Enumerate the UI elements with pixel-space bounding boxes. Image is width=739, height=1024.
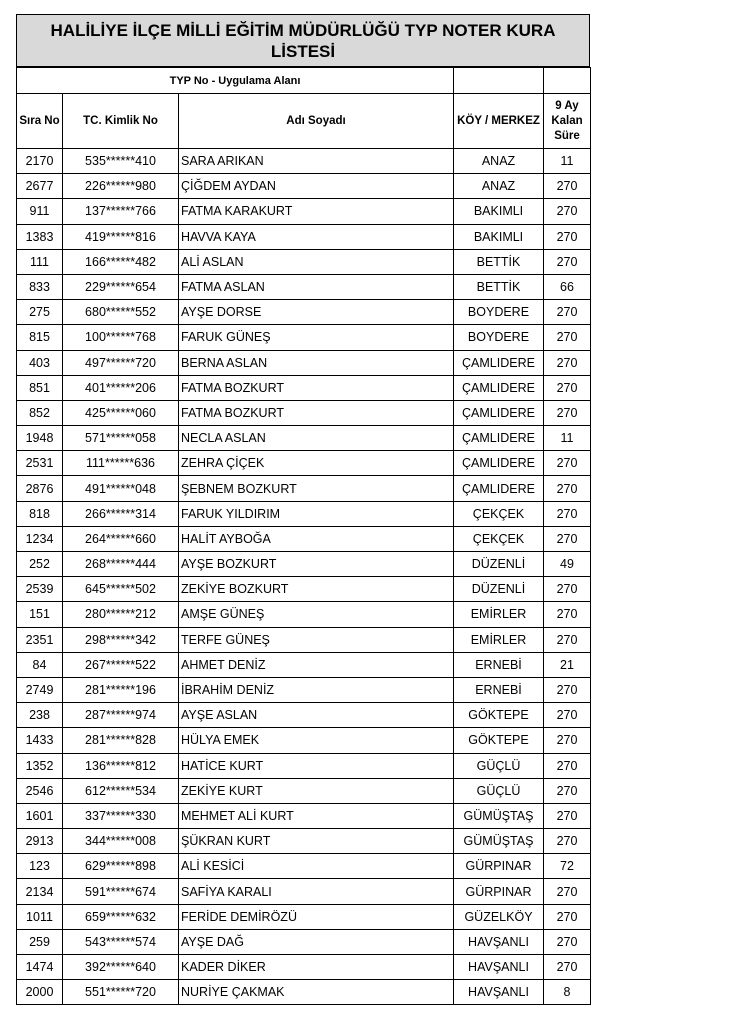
cell-sira: 252 [17, 552, 63, 577]
table-row [17, 627, 591, 652]
table-row [17, 778, 591, 803]
cell-name: ŞEBNEM BOZKURT [179, 476, 454, 501]
cell-kalan-sure: 270 [544, 577, 591, 602]
cell-name: NURİYE ÇAKMAK [179, 980, 454, 1005]
cell-koy: ÇEKÇEK [454, 526, 544, 551]
cell-name: ÇİĞDEM AYDAN [179, 174, 454, 199]
cell-sira: 2546 [17, 778, 63, 803]
cell-kalan-sure: 270 [544, 904, 591, 929]
list-sheet [16, 14, 590, 1005]
table-row [17, 803, 591, 828]
cell-koy: ÇAMLIDERE [454, 426, 544, 451]
cell-sira: 851 [17, 375, 63, 400]
cell-kalan-sure: 66 [544, 274, 591, 299]
table-row [17, 552, 591, 577]
cell-sira: 1601 [17, 803, 63, 828]
cell-name: KADER DİKER [179, 955, 454, 980]
cell-koy: BETTİK [454, 274, 544, 299]
table-row [17, 149, 591, 174]
cell-sira: 852 [17, 400, 63, 425]
cell-sira: 2134 [17, 879, 63, 904]
column-header-name: Adı Soyadı [179, 94, 454, 149]
cell-name: HÜLYA EMEK [179, 728, 454, 753]
cell-sira: 84 [17, 652, 63, 677]
cell-name: FATMA BOZKURT [179, 375, 454, 400]
cell-sira: 2539 [17, 577, 63, 602]
cell-kalan-sure: 270 [544, 325, 591, 350]
cell-koy: ERNEBİ [454, 677, 544, 702]
cell-name: HAVVA KAYA [179, 224, 454, 249]
cell-sira: 2351 [17, 627, 63, 652]
cell-kalan-sure: 72 [544, 854, 591, 879]
cell-name: SARA ARIKAN [179, 149, 454, 174]
cell-kalan-sure: 270 [544, 451, 591, 476]
cell-kalan-sure: 270 [544, 879, 591, 904]
cell-name: HALİT AYBOĞA [179, 526, 454, 551]
cell-tc-kimlik: 680******552 [63, 300, 179, 325]
cell-sira: 1433 [17, 728, 63, 753]
cell-koy: BAKIMLI [454, 199, 544, 224]
cell-tc-kimlik: 267******522 [63, 652, 179, 677]
kura-table [16, 67, 591, 1005]
subheader-empty-cell [544, 68, 591, 94]
cell-name: TERFE GÜNEŞ [179, 627, 454, 652]
cell-tc-kimlik: 281******196 [63, 677, 179, 702]
cell-koy: ÇAMLIDERE [454, 451, 544, 476]
cell-kalan-sure: 270 [544, 778, 591, 803]
cell-koy: DÜZENLİ [454, 552, 544, 577]
table-row [17, 325, 591, 350]
table-row [17, 249, 591, 274]
cell-tc-kimlik: 645******502 [63, 577, 179, 602]
cell-name: FERİDE DEMİRÖZÜ [179, 904, 454, 929]
cell-sira: 1383 [17, 224, 63, 249]
cell-name: İBRAHİM DENİZ [179, 677, 454, 702]
cell-tc-kimlik: 629******898 [63, 854, 179, 879]
cell-sira: 1011 [17, 904, 63, 929]
table-row [17, 300, 591, 325]
table-row [17, 753, 591, 778]
cell-kalan-sure: 49 [544, 552, 591, 577]
table-row [17, 350, 591, 375]
cell-kalan-sure: 270 [544, 199, 591, 224]
cell-sira: 111 [17, 249, 63, 274]
cell-tc-kimlik: 100******768 [63, 325, 179, 350]
cell-sira: 2749 [17, 677, 63, 702]
table-row [17, 829, 591, 854]
cell-tc-kimlik: 264******660 [63, 526, 179, 551]
cell-name: SAFİYA KARALI [179, 879, 454, 904]
cell-tc-kimlik: 281******828 [63, 728, 179, 753]
cell-tc-kimlik: 229******654 [63, 274, 179, 299]
cell-sira: 1948 [17, 426, 63, 451]
subheader-label: TYP No - Uygulama Alanı [17, 68, 454, 94]
cell-name: FARUK GÜNEŞ [179, 325, 454, 350]
cell-name: FATMA ASLAN [179, 274, 454, 299]
cell-tc-kimlik: 612******534 [63, 778, 179, 803]
table-row [17, 602, 591, 627]
cell-koy: GÜRPINAR [454, 879, 544, 904]
cell-tc-kimlik: 298******342 [63, 627, 179, 652]
table-row [17, 854, 591, 879]
table-row [17, 426, 591, 451]
cell-tc-kimlik: 425******060 [63, 400, 179, 425]
cell-koy: ERNEBİ [454, 652, 544, 677]
cell-sira: 2531 [17, 451, 63, 476]
cell-tc-kimlik: 535******410 [63, 149, 179, 174]
cell-sira: 911 [17, 199, 63, 224]
cell-tc-kimlik: 497******720 [63, 350, 179, 375]
cell-koy: GÜZELKÖY [454, 904, 544, 929]
cell-name: AYŞE DAĞ [179, 929, 454, 954]
cell-koy: GÜÇLÜ [454, 753, 544, 778]
cell-koy: DÜZENLİ [454, 577, 544, 602]
cell-sira: 833 [17, 274, 63, 299]
cell-kalan-sure: 270 [544, 955, 591, 980]
cell-sira: 815 [17, 325, 63, 350]
cell-koy: HAVŞANLI [454, 955, 544, 980]
cell-koy: GÜRPINAR [454, 854, 544, 879]
cell-kalan-sure: 270 [544, 476, 591, 501]
cell-koy: ÇEKÇEK [454, 501, 544, 526]
cell-name: BERNA ASLAN [179, 350, 454, 375]
cell-name: AYŞE DORSE [179, 300, 454, 325]
table-row [17, 451, 591, 476]
cell-tc-kimlik: 491******048 [63, 476, 179, 501]
table-row [17, 400, 591, 425]
cell-kalan-sure: 270 [544, 249, 591, 274]
cell-kalan-sure: 270 [544, 501, 591, 526]
cell-tc-kimlik: 266******314 [63, 501, 179, 526]
table-row [17, 955, 591, 980]
cell-koy: ÇAMLIDERE [454, 375, 544, 400]
cell-sira: 1352 [17, 753, 63, 778]
table-row [17, 728, 591, 753]
cell-sira: 2913 [17, 829, 63, 854]
table-row [17, 375, 591, 400]
cell-name: ALİ KESİCİ [179, 854, 454, 879]
cell-tc-kimlik: 392******640 [63, 955, 179, 980]
cell-kalan-sure: 270 [544, 300, 591, 325]
cell-name: FATMA KARAKURT [179, 199, 454, 224]
cell-kalan-sure: 270 [544, 677, 591, 702]
table-row [17, 703, 591, 728]
cell-name: ZEKİYE BOZKURT [179, 577, 454, 602]
cell-tc-kimlik: 280******212 [63, 602, 179, 627]
cell-sira: 2876 [17, 476, 63, 501]
cell-name: HATİCE KURT [179, 753, 454, 778]
cell-kalan-sure: 270 [544, 929, 591, 954]
cell-name: ŞÜKRAN KURT [179, 829, 454, 854]
cell-kalan-sure: 270 [544, 703, 591, 728]
cell-koy: BOYDERE [454, 300, 544, 325]
cell-name: AYŞE BOZKURT [179, 552, 454, 577]
cell-tc-kimlik: 659******632 [63, 904, 179, 929]
cell-name: AHMET DENİZ [179, 652, 454, 677]
header-row [17, 94, 591, 149]
cell-name: ZEKİYE KURT [179, 778, 454, 803]
cell-tc-kimlik: 344******008 [63, 829, 179, 854]
cell-sira: 1474 [17, 955, 63, 980]
table-row [17, 526, 591, 551]
cell-koy: EMİRLER [454, 627, 544, 652]
table-row [17, 274, 591, 299]
column-header-sira: Sıra No [17, 94, 63, 149]
cell-name: AMŞE GÜNEŞ [179, 602, 454, 627]
subheader-row [17, 68, 591, 94]
document-title: HALİLİYE İLÇE MİLLİ EĞİTİM MÜDÜRLÜĞÜ TYP NOTER KURA LİSTESİ [16, 14, 590, 67]
cell-koy: GÜÇLÜ [454, 778, 544, 803]
table-row [17, 929, 591, 954]
cell-koy: GÖKTEPE [454, 728, 544, 753]
cell-koy: ÇAMLIDERE [454, 350, 544, 375]
cell-kalan-sure: 270 [544, 803, 591, 828]
cell-koy: EMİRLER [454, 602, 544, 627]
table-row [17, 501, 591, 526]
table-row [17, 652, 591, 677]
table-row [17, 224, 591, 249]
table-row [17, 199, 591, 224]
cell-kalan-sure: 11 [544, 149, 591, 174]
table-row [17, 980, 591, 1005]
cell-sira: 238 [17, 703, 63, 728]
cell-kalan-sure: 270 [544, 350, 591, 375]
cell-tc-kimlik: 226******980 [63, 174, 179, 199]
cell-tc-kimlik: 137******766 [63, 199, 179, 224]
cell-sira: 2677 [17, 174, 63, 199]
cell-koy: ANAZ [454, 149, 544, 174]
cell-koy: BETTİK [454, 249, 544, 274]
cell-kalan-sure: 270 [544, 174, 591, 199]
cell-sira: 123 [17, 854, 63, 879]
cell-tc-kimlik: 551******720 [63, 980, 179, 1005]
cell-kalan-sure: 8 [544, 980, 591, 1005]
cell-name: ZEHRA ÇİÇEK [179, 451, 454, 476]
cell-tc-kimlik: 166******482 [63, 249, 179, 274]
cell-kalan-sure: 270 [544, 602, 591, 627]
cell-kalan-sure: 11 [544, 426, 591, 451]
cell-koy: ANAZ [454, 174, 544, 199]
cell-tc-kimlik: 111******636 [63, 451, 179, 476]
cell-koy: HAVŞANLI [454, 929, 544, 954]
cell-sira: 2170 [17, 149, 63, 174]
cell-tc-kimlik: 268******444 [63, 552, 179, 577]
cell-sira: 275 [17, 300, 63, 325]
cell-tc-kimlik: 337******330 [63, 803, 179, 828]
cell-kalan-sure: 270 [544, 627, 591, 652]
column-header-koy: KÖY / MERKEZ [454, 94, 544, 149]
table-row [17, 577, 591, 602]
cell-kalan-sure: 270 [544, 753, 591, 778]
column-header-sure: 9 Ay Kalan Süre [544, 94, 591, 149]
cell-tc-kimlik: 543******574 [63, 929, 179, 954]
cell-koy: ÇAMLIDERE [454, 400, 544, 425]
cell-koy: BAKIMLI [454, 224, 544, 249]
cell-name: MEHMET ALİ KURT [179, 803, 454, 828]
cell-koy: GÜMÜŞTAŞ [454, 829, 544, 854]
cell-kalan-sure: 270 [544, 224, 591, 249]
cell-kalan-sure: 21 [544, 652, 591, 677]
cell-sira: 818 [17, 501, 63, 526]
cell-name: FARUK YILDIRIM [179, 501, 454, 526]
cell-koy: GÜMÜŞTAŞ [454, 803, 544, 828]
cell-koy: HAVŞANLI [454, 980, 544, 1005]
cell-sira: 1234 [17, 526, 63, 551]
cell-sira: 403 [17, 350, 63, 375]
cell-tc-kimlik: 591******674 [63, 879, 179, 904]
cell-name: FATMA BOZKURT [179, 400, 454, 425]
cell-sira: 2000 [17, 980, 63, 1005]
cell-sira: 259 [17, 929, 63, 954]
cell-koy: GÖKTEPE [454, 703, 544, 728]
cell-sira: 151 [17, 602, 63, 627]
table-row [17, 879, 591, 904]
cell-name: NECLA ASLAN [179, 426, 454, 451]
column-header-tc: TC. Kimlik No [63, 94, 179, 149]
subheader-empty-cell [454, 68, 544, 94]
cell-name: AYŞE ASLAN [179, 703, 454, 728]
cell-tc-kimlik: 419******816 [63, 224, 179, 249]
cell-koy: ÇAMLIDERE [454, 476, 544, 501]
cell-kalan-sure: 270 [544, 400, 591, 425]
table-row [17, 677, 591, 702]
cell-koy: BOYDERE [454, 325, 544, 350]
cell-tc-kimlik: 571******058 [63, 426, 179, 451]
cell-kalan-sure: 270 [544, 375, 591, 400]
cell-tc-kimlik: 401******206 [63, 375, 179, 400]
cell-tc-kimlik: 287******974 [63, 703, 179, 728]
cell-tc-kimlik: 136******812 [63, 753, 179, 778]
table-row [17, 174, 591, 199]
cell-name: ALİ ASLAN [179, 249, 454, 274]
cell-kalan-sure: 270 [544, 829, 591, 854]
table-row [17, 476, 591, 501]
table-row [17, 904, 591, 929]
cell-kalan-sure: 270 [544, 728, 591, 753]
cell-kalan-sure: 270 [544, 526, 591, 551]
